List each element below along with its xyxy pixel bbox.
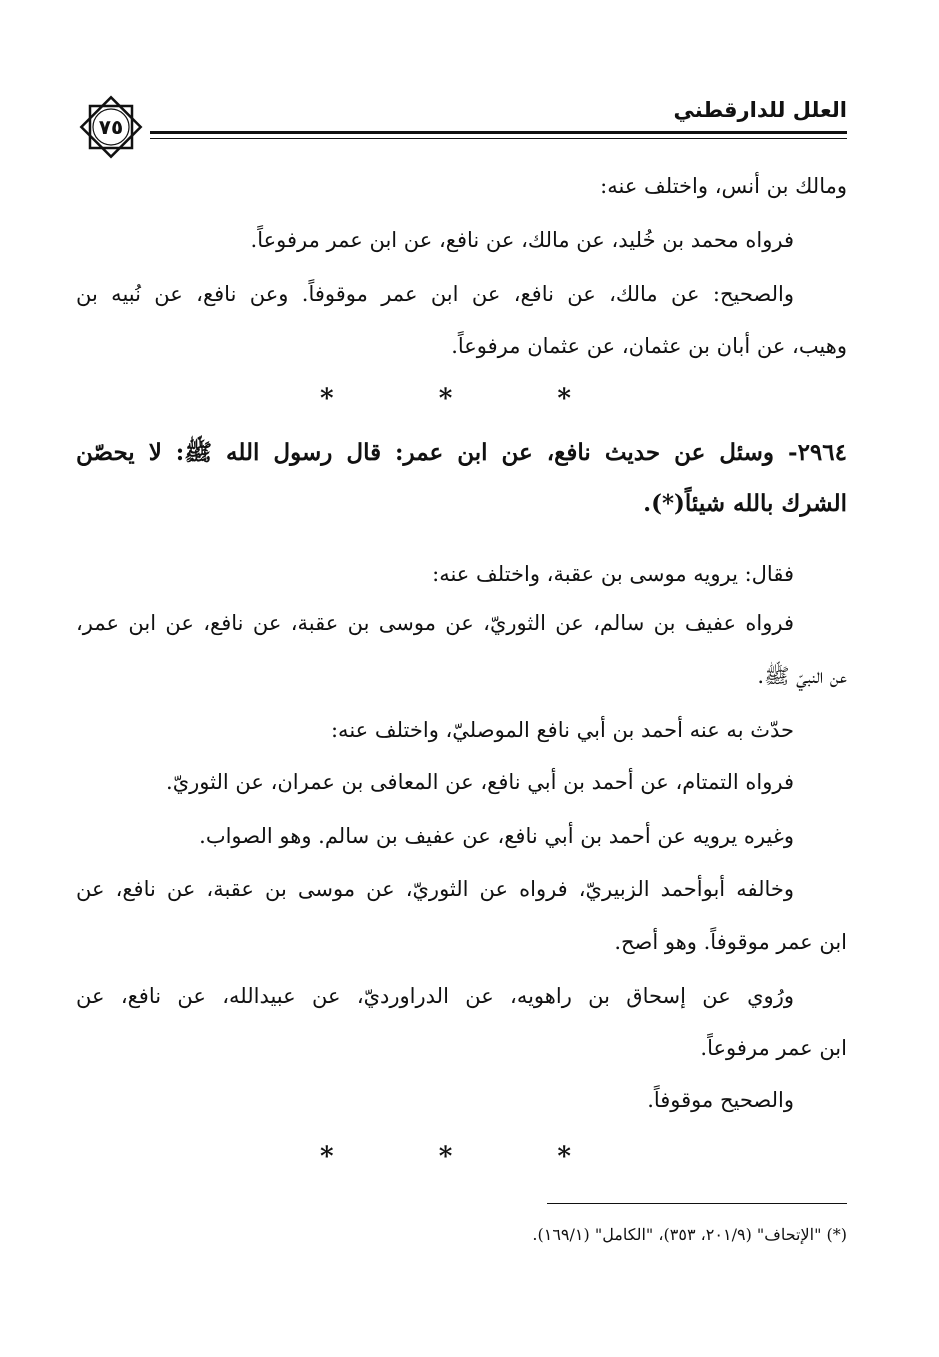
text-line: عن النبيّ ﷺ. [757,664,847,688]
text-line: ومالك بن أنس، واختلف عنه: [600,174,847,198]
text-line: ابن عمر موقوفاً. وهو أصح. [614,930,847,954]
page-header [0,0,939,170]
text-line: وهيب، عن أبان بن عثمان، عن عثمان مرفوعاً. [451,334,847,358]
text-line: ابن عمر مرفوعاً. [700,1036,847,1060]
footnote-rule [547,1203,847,1204]
text-line: فقال: يرويه موسى بن عقبة، واختلف عنه: [432,562,794,586]
question-heading: الشرك بالله شيئاً(*). [643,490,847,517]
footnote: (*) "الإتحاف" (٢٠١/٩، ٣٥٣)، "الكامل" (١٦٩/١). [532,1225,847,1244]
text-line: والصحيح: عن مالك، عن نافع، عن ابن عمر موقوفاً. وعن نافع، عن نُبيه بن [76,282,794,306]
section-separator: * * * [320,1142,619,1172]
text-line: ورُوي عن إسحاق بن راهويه، عن الدراورديّ، عن عبيدالله، عن نافع، عن [76,984,794,1008]
header-rule [150,131,847,134]
page-number-badge [76,92,146,162]
header-rule-thin [150,138,847,139]
text-line: وغيره يرويه عن أحمد بن أبي نافع، عن عفيف بن سالم. وهو الصواب. [199,824,794,848]
text-line: حدّث به عنه أحمد بن أبي نافع الموصليّ، واختلف عنه: [330,718,794,742]
section-separator: * * * [320,384,619,414]
book-title: العلل للدارقطني [673,98,847,122]
text-line: والصحيح موقوفاً. [647,1088,794,1112]
page-number: ٧٥ [98,115,124,139]
text-line: فرواه عفيف بن سالم، عن الثوريّ، عن موسى بن عقبة، عن نافع، عن ابن عمر، [76,611,794,635]
question-heading: ٢٩٦٤- وسئل عن حديث نافع، عن ابن عمر: قال رسول الله ﷺ: لا يحصّن [76,439,847,466]
text-line: فرواه محمد بن خُليد، عن مالك، عن نافع، عن ابن عمر مرفوعاً. [250,228,794,252]
text-line: وخالفه أبوأحمد الزبيريّ، فرواه عن الثوريّ، عن موسى بن عقبة، عن نافع، عن [76,877,794,901]
text-line: فرواه التمتام، عن أحمد بن أبي نافع، عن المعافى بن عمران، عن الثوريّ. [166,770,794,794]
